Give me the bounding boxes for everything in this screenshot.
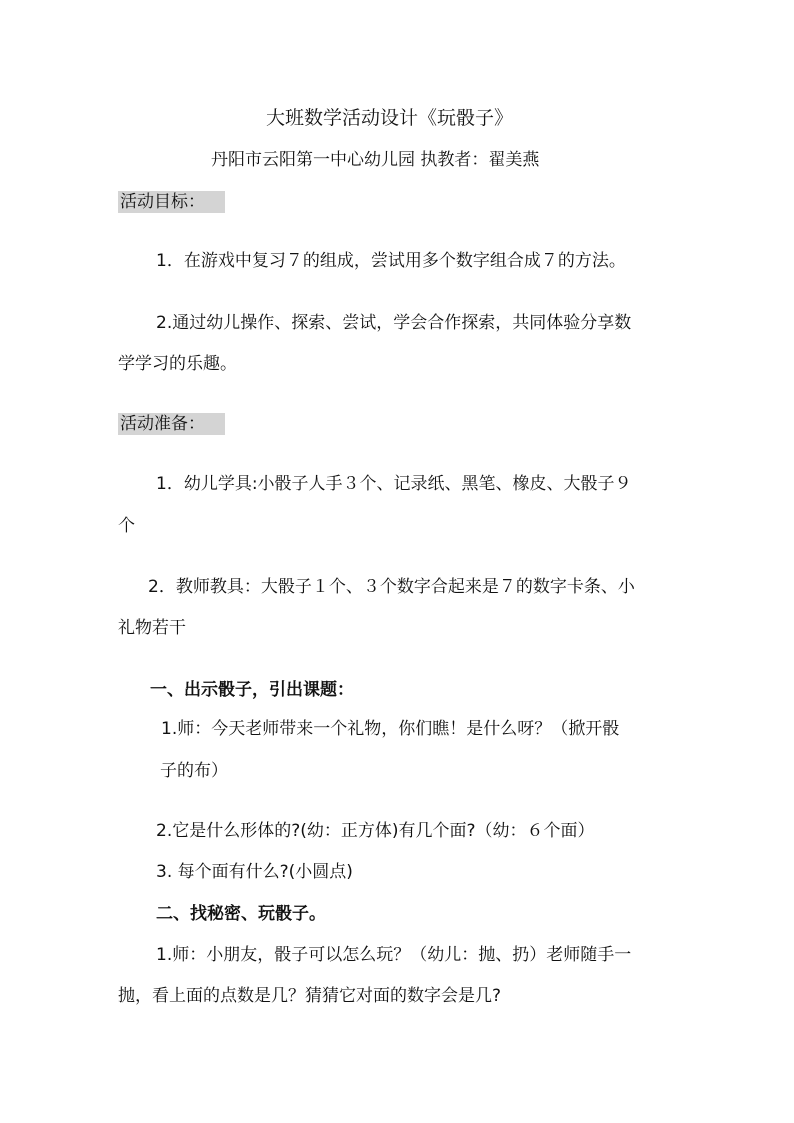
goal-item-1: 1．在游戏中复习７的组成，尝试用多个数字组合成７的方法。 [156, 251, 626, 271]
goal-item-2-line-2: 学学习的乐趣。 [118, 354, 237, 374]
document-title: 大班数学活动设计《玩骰子》 [266, 107, 514, 129]
section-1-q3: 3. 每个面有什么?(小圆点) [156, 862, 353, 882]
goal-item-2-line-1: 2.通过幼儿操作、探索、尝试，学会合作探索，共同体验分享数 [156, 313, 632, 333]
section-1-q2: 2.它是什么形体的?(幼：正方体)有几个面?（幼：６个面） [156, 821, 595, 841]
prep-item-2-line-2: 礼物若干 [118, 618, 186, 638]
section-2-q1-line-2: 抛，看上面的点数是几？猜猜它对面的数字会是几? [118, 986, 502, 1006]
section-1-q1-line-1: 1.师：今天老师带来一个礼物，你们瞧！是什么呀？（掀开骰 [161, 719, 620, 739]
prep-item-2-line-1: 2．教师教具：大骰子１个、３个数字合起来是７的数字卡条、小 [148, 577, 635, 597]
preparation-heading: 活动准备： [118, 413, 225, 435]
prep-item-1-line-1: 1．幼儿学具:小骰子人手３个、记录纸、黑笔、橡皮、大骰子９ [156, 474, 632, 494]
section-1-q1-line-2: 子的布） [160, 761, 228, 781]
section-2-heading: 二、找秘密、玩骰子。 [156, 904, 326, 924]
goals-heading: 活动目标： [118, 191, 225, 213]
section-1-heading: 一、出示骰子，引出课题： [150, 680, 354, 700]
section-2-q1-line-1: 1.师：小朋友，骰子可以怎么玩？（幼儿：抛、扔）老师随手一 [156, 945, 632, 965]
prep-item-1-line-2: 个 [118, 516, 135, 536]
byline: 丹阳市云阳第一中心幼儿园 执教者：翟美燕 [211, 150, 540, 170]
